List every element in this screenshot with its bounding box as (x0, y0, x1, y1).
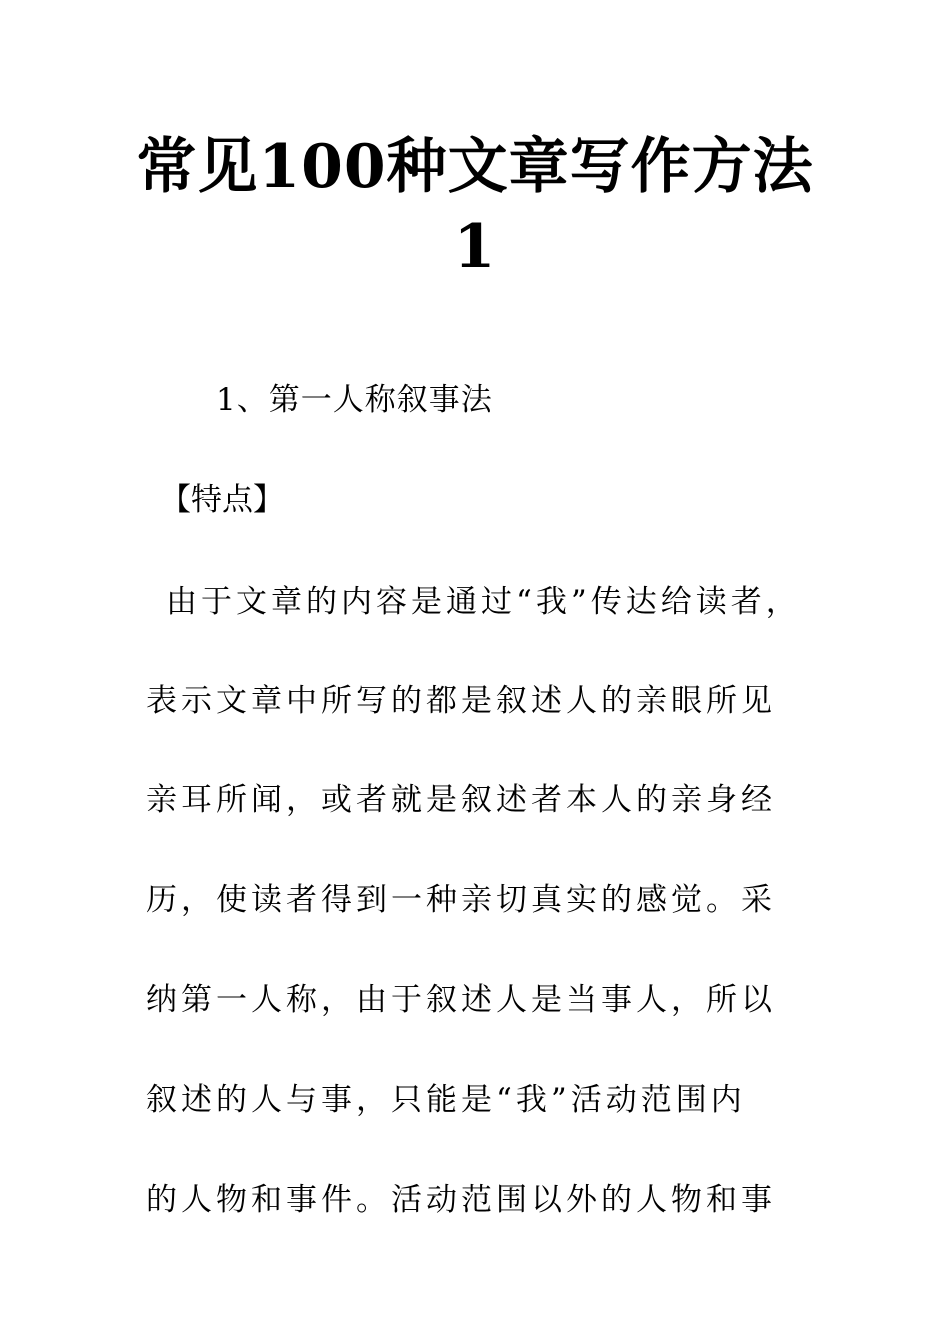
body-line: 的人物和事件。活动范围以外的人物和事 (146, 1182, 776, 1218)
body-line: 表示文章中所写的都是叙述人的亲眼所见 (146, 683, 776, 719)
body-line: 叙述的人与事，只能是“我”活动范围内 (146, 1082, 746, 1118)
body-line: 历，使读者得到一种亲切真实的感觉。采 (146, 882, 776, 918)
body-line: 由于文章的内容是通过“我”传达给读者， (166, 584, 801, 620)
body-line: 纳第一人称，由于叙述人是当事人，所以 (146, 982, 776, 1018)
document-title: 常见100种文章写作方法 (136, 132, 814, 202)
section-heading: 1、第一人称叙事法 (216, 382, 493, 418)
section-label: 【特点】 (160, 482, 284, 518)
body-line: 亲耳所闻，或者就是叙述者本人的亲身经 (146, 782, 776, 818)
document-title-number: 1 (453, 212, 497, 282)
